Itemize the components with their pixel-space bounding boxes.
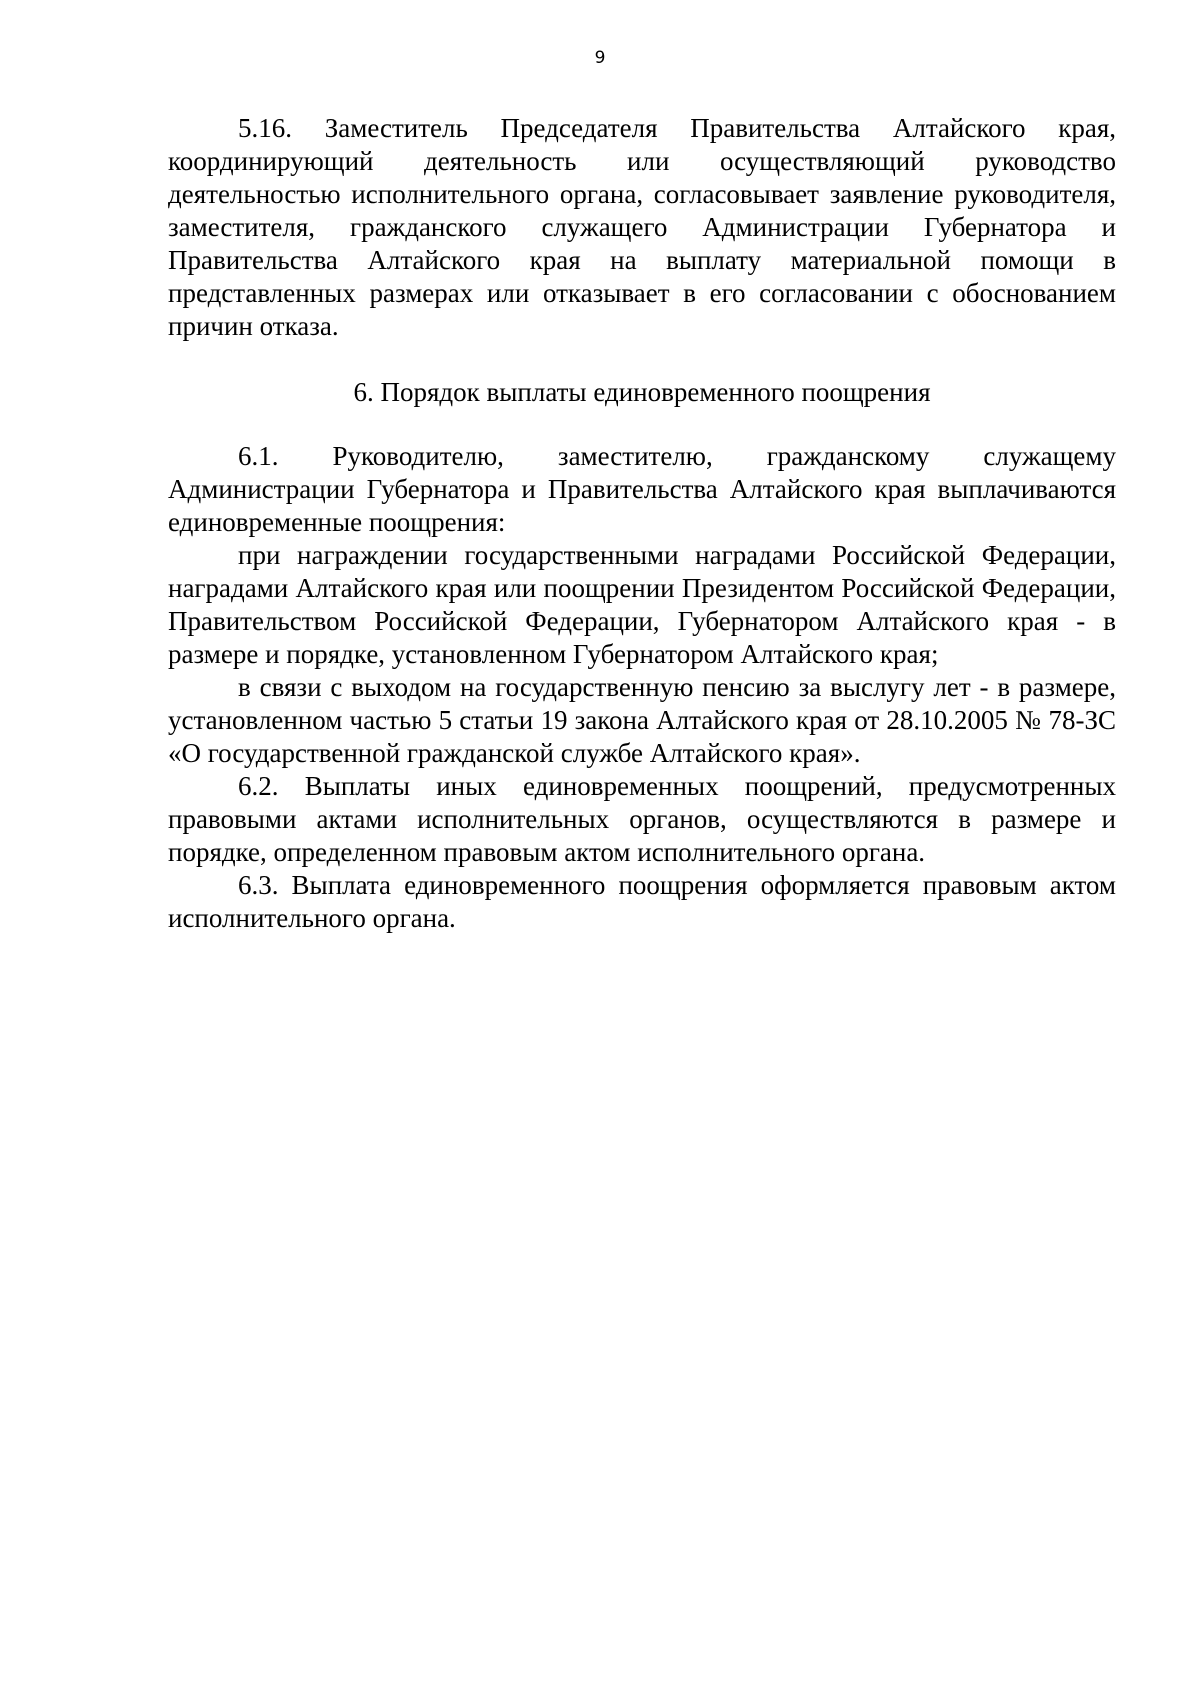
paragraph-6-1: 6.1. Руководителю, заместителю, гражданскому служащему Администрации Губернатора и Правительства Алтайского края выплачиваются единовременные поощрения: (168, 441, 1116, 537)
section-6-heading: 6. Порядок выплаты единовременного поощрения (353, 377, 931, 407)
paragraph-5-16: 5.16. Заместитель Председателя Правительства Алтайского края, координирующий деятельность или осуществляющий руководство деятельностью исполнительного органа, согласовывает заявление руководителя, заместителя, гражданского служащего Администрации Губернатора и Правительства Алтайского края на выплату материальной помощи в представленных размерах или отказывает в его согласовании с обоснованием причин отказа. (168, 113, 1116, 341)
page-number: 9 (594, 48, 606, 68)
paragraph-6-1-awards: при награждении государственными наградами Российской Федерации, наградами Алтайского края или поощрении Президентом Российской Федерации, Правительством Российской Федерации, Губернатором Алтайского края - в размере и порядке, установленном Губернатором Алтайского края; (168, 540, 1116, 669)
paragraph-6-2: 6.2. Выплаты иных единовременных поощрений, предусмотренных правовыми актами исполнительных органов, осуществляются в размере и порядке, определенном правовым актом исполнительного органа. (168, 771, 1116, 867)
paragraph-6-3: 6.3. Выплата единовременного поощрения оформляется правовым актом исполнительного органа. (168, 870, 1116, 933)
paragraph-6-1-pension: в связи с выходом на государственную пенсию за выслугу лет - в размере, установленном частью 5 статьи 19 закона Алтайского края от 28.10.2005 № 78-ЗС «О государственной гражданской службе Алтайского края». (168, 672, 1116, 768)
document-body (168, 112, 1116, 935)
